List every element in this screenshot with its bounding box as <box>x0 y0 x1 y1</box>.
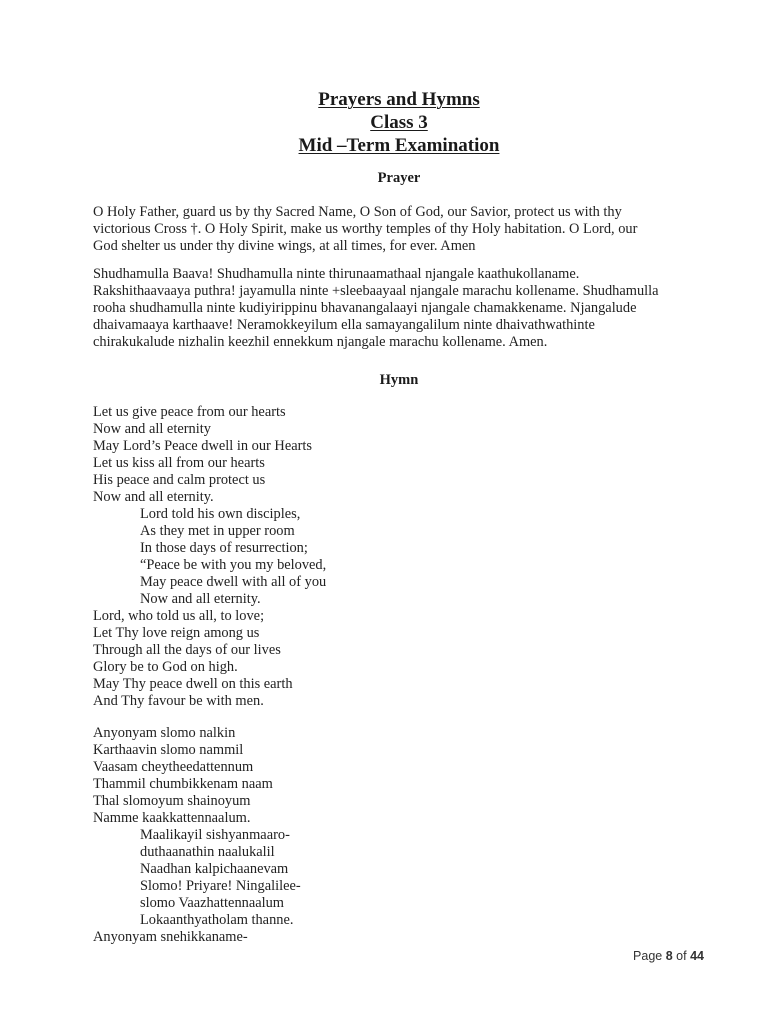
hymn-line: Lord, who told us all, to love; <box>93 608 265 624</box>
hymn-line: Thammil chumbikkenam naam <box>93 776 273 792</box>
header-exam: Mid –Term Examination <box>298 135 500 156</box>
hymn-line: Let us give peace from our hearts <box>93 404 286 420</box>
hymn-line: In those days of resurrection; <box>140 540 308 556</box>
hymn-line: Karthaavin slomo nammil <box>93 742 244 758</box>
hymn-line: Now and all eternity <box>93 421 211 437</box>
hymn-line: Let Thy love reign among us <box>93 625 260 641</box>
document-header <box>0 88 768 157</box>
prayer-english-line: O Holy Father, guard us by thy Sacred Name, O Son of God, our Savior, protect us with thy <box>93 204 622 220</box>
page-of-label: of <box>676 949 687 963</box>
hymn-line: Maalikayil sishyanmaaro- <box>140 827 290 843</box>
prayer-translit-line: Rakshithaavaaya puthra! jayamulla ninte +sleebaayaal njangale marachu kollename. Shudhamulla <box>93 283 659 299</box>
hymn-line: May peace dwell with all of you <box>140 574 327 590</box>
hymn-line: Namme kaakkattennaalum. <box>93 810 251 826</box>
prayer-heading: Prayer <box>377 170 421 186</box>
prayer-translit-line: chirakukalude nizhalin keezhil ennekkum njangale marachu kollename. Amen. <box>93 334 548 350</box>
hymn-line: Naadhan kalpichaanevam <box>140 861 289 877</box>
hymn-line: Lokaanthyatholam thanne. <box>140 912 294 928</box>
hymn-line: “Peace be with you my beloved, <box>140 557 327 573</box>
header-title: Prayers and Hymns <box>318 89 480 110</box>
hymn-line: Now and all eternity. <box>93 489 214 505</box>
hymn-line: Through all the days of our lives <box>93 642 281 658</box>
hymn-line: Lord told his own disciples, <box>140 506 301 522</box>
hymn-line: Anyonyam snehikkaname- <box>93 929 248 945</box>
page-label: Page <box>633 949 663 963</box>
header-class: Class 3 <box>370 112 428 133</box>
prayer-english-line: God shelter us under thy divine wings, at all times, for ever. Amen <box>93 238 476 254</box>
hymn-line: Anyonyam slomo nalkin <box>93 725 236 741</box>
hymn-line: As they met in upper room <box>140 523 295 539</box>
hymn-english-verses <box>93 404 713 710</box>
hymn-line: His peace and calm protect us <box>93 472 266 488</box>
prayer-transliteration-paragraph <box>93 266 713 351</box>
hymn-line: And Thy favour be with men. <box>93 693 264 709</box>
hymn-line: slomo Vaazhattennaalum <box>140 895 284 911</box>
page-total: 44 <box>690 949 704 963</box>
hymn-heading: Hymn <box>379 372 419 388</box>
hymn-line: Glory be to God on high. <box>93 659 238 675</box>
page-number: 8 <box>665 949 673 963</box>
hymn-line: Let us kiss all from our hearts <box>93 455 265 471</box>
hymn-line: May Thy peace dwell on this earth <box>93 676 293 692</box>
hymn-line: duthaanathin naalukalil <box>140 844 275 860</box>
hymn-line: Now and all eternity. <box>140 591 261 607</box>
hymn-line: Vaasam cheytheedattennum <box>93 759 254 775</box>
prayer-english-line: victorious Cross †. O Holy Spirit, make us worthy temples of thy Holy habitation. O Lord, our <box>93 221 638 237</box>
page-footer <box>633 949 704 963</box>
prayer-english-paragraph <box>93 204 713 255</box>
hymn-line: Slomo! Priyare! Ningalilee- <box>140 878 301 894</box>
hymn-transliteration-verses <box>93 725 713 946</box>
hymn-line: Thal slomoyum shainoyum <box>93 793 251 809</box>
prayer-translit-line: Shudhamulla Baava! Shudhamulla ninte thirunaamathaal njangale kaathukollaname. <box>93 266 580 282</box>
hymn-line: May Lord’s Peace dwell in our Hearts <box>93 438 312 454</box>
prayer-translit-line: rooha shudhamulla ninte kudiyirippinu bhavanangalaayi njangale chamakkename. Njangalude <box>93 300 637 316</box>
prayer-translit-line: dhaivamaaya karthaave! Neramokkeyilum ella samayangalilum ninte dhaivathwathinte <box>93 317 595 333</box>
